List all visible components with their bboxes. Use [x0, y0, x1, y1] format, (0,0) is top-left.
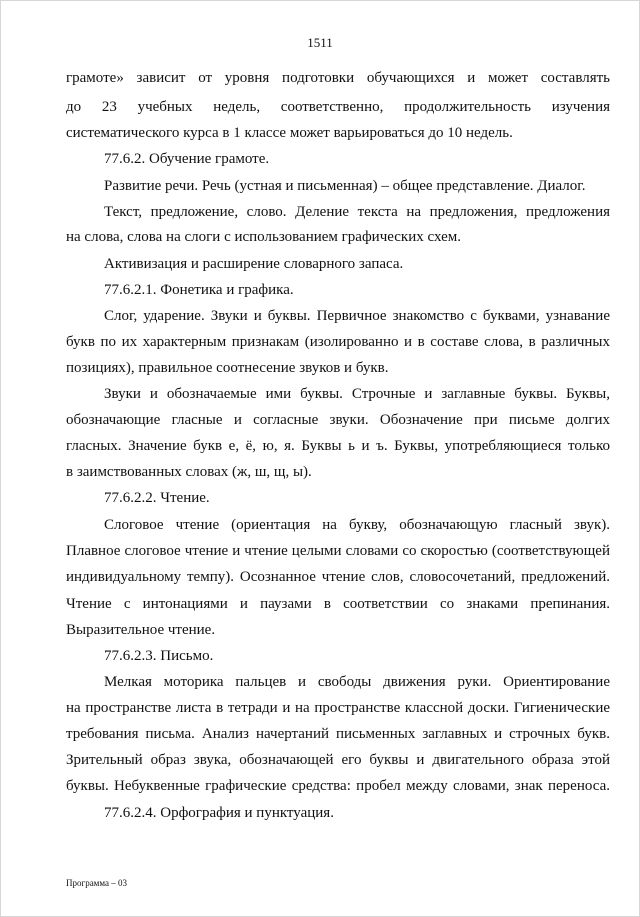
text-line: Звуки и обозначаемые ими буквы. Строчные и заглавные буквы. Буквы, [104, 386, 610, 402]
text-line: на пространстве листа в тетради и на пространстве классной доски. Гигиенические [66, 700, 610, 716]
page-footer: Программа – 03 [66, 878, 128, 888]
page-number: 1511 [307, 35, 333, 50]
text-line: Зрительный образ звука, обозначающей его буквы и двигательного образа этой [66, 752, 610, 768]
text-line: Слоговое чтение (ориентация на букву, обозначающую гласный звук). [104, 517, 610, 533]
text-line: грамоте» зависит от уровня подготовки обучающихся и может составлять [66, 70, 610, 86]
text-line: букв по их характерным признакам (изолированно и в составе слова, в различных [66, 334, 610, 350]
text-line: Плавное слоговое чтение и чтение целыми словами со скоростью (соответствующей [66, 543, 610, 559]
text-line: до 23 учебных недель, соответственно, продолжительность изучения [66, 99, 610, 115]
text-line: Выразительное чтение. [66, 622, 216, 638]
text-line: Чтение с интонациями и паузами в соответствии со знаками препинания. [66, 596, 610, 612]
text-line: Мелкая моторика пальцев и свободы движения руки. Ориентирование [104, 674, 610, 690]
text-line: на слова, слова на слоги с использованием графических схем. [66, 229, 461, 245]
text-line: позициях), правильное соотнесение звуков и букв. [66, 360, 389, 376]
text-line: требования письма. Анализ начертаний письменных заглавных и строчных букв. [66, 726, 610, 742]
text-line: буквы. Небуквенные графические средства: пробел между словами, знак переноса. [66, 778, 610, 794]
section-heading: 77.6.2.1. Фонетика и графика. [104, 282, 294, 298]
section-heading: 77.6.2.3. Письмо. [104, 648, 214, 664]
text-line: индивидуальному темпу). Осознанное чтение слов, словосочетаний, предложений. [66, 569, 610, 585]
text-line: систематического курса в 1 классе может варьироваться до 10 недель. [66, 125, 513, 141]
text-line: Слог, ударение. Звуки и буквы. Первичное знакомство с буквами, узнавание [104, 308, 610, 324]
section-heading: 77.6.2.4. Орфография и пунктуация. [104, 805, 334, 821]
text-line: обозначающие гласные и согласные звуки. Обозначение при письме долгих [66, 412, 610, 428]
text-line: Развитие речи. Речь (устная и письменная) – общее представление. Диалог. [104, 178, 586, 194]
section-heading: 77.6.2.2. Чтение. [104, 490, 210, 506]
section-heading: 77.6.2. Обучение грамоте. [104, 151, 270, 167]
text-line: Активизация и расширение словарного запаса. [104, 256, 404, 272]
text-line: Текст, предложение, слово. Деление текста на предложения, предложения [104, 204, 610, 220]
text-line: гласных. Значение букв е, ё, ю, я. Буквы ь и ъ. Буквы, употребляющиеся только [66, 438, 610, 454]
text-line: в заимствованных словах (ж, ш, щ, ы). [66, 464, 312, 480]
